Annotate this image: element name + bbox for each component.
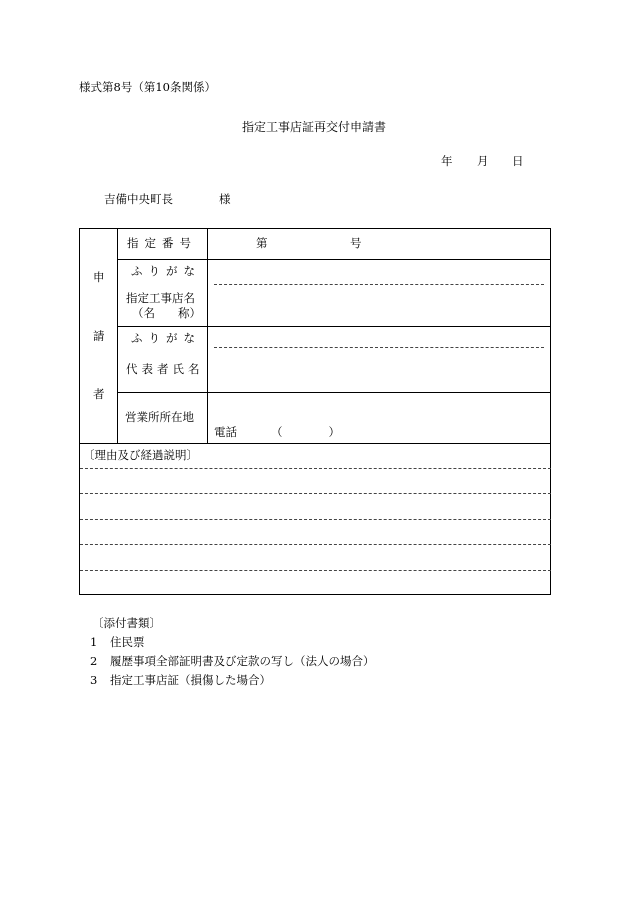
office-address-label: 営業所所在地 — [125, 410, 194, 424]
shop-name-sub-label: （名 称） — [132, 306, 201, 320]
applicant-side-label-2: 請 — [93, 329, 105, 343]
attachment-item-1-text: 住民票 — [110, 635, 145, 649]
form-number: 様式第8号（第10条関係） — [79, 80, 216, 94]
representative-furigana-dotted-line — [214, 347, 544, 348]
addressee-honorific: 様 — [219, 192, 231, 206]
representative-name-label: 代表者氏名 — [126, 362, 204, 376]
shop-name-label: 指定工事店名 — [126, 291, 195, 305]
date-day-label: 日 — [512, 154, 524, 168]
phone-label: 電話 — [214, 425, 237, 439]
reason-label: 〔理由及び経過説明〕 — [83, 448, 198, 462]
attachments-label: 〔添付書類〕 — [92, 616, 161, 630]
date-month-label: 月 — [477, 154, 489, 168]
attachment-item-2-text: 履歴事項全部証明書及び定款の写し（法人の場合） — [110, 654, 375, 668]
reason-line-1 — [80, 468, 551, 469]
shop-furigana-dotted-line — [214, 284, 544, 285]
attachment-item-3-text: 指定工事店証（損傷した場合） — [110, 673, 271, 687]
furigana-label-representative: ふりがな — [131, 331, 201, 345]
addressee-name: 吉備中央町長 — [104, 192, 173, 206]
designation-number-label: 指定番号 — [127, 236, 197, 250]
applicant-side-label-1: 申 — [93, 270, 105, 284]
reason-line-4 — [80, 544, 551, 545]
attachment-item-1-num: 1 — [90, 635, 98, 649]
designation-suffix: 号 — [350, 236, 362, 250]
reason-line-3 — [80, 519, 551, 520]
furigana-label-shop: ふりがな — [131, 264, 201, 278]
reason-line-2 — [80, 493, 551, 494]
attachment-item-3-num: 3 — [90, 673, 98, 687]
attachment-item-2-num: 2 — [90, 654, 98, 668]
phone-parens: （ ） — [271, 425, 340, 439]
reason-line-5 — [80, 570, 551, 571]
designation-prefix: 第 — [256, 236, 268, 250]
date-year-label: 年 — [441, 154, 453, 168]
page-title: 指定工事店証再交付申請書 — [242, 120, 387, 134]
application-form-table — [79, 228, 551, 595]
applicant-side-label-3: 者 — [93, 387, 105, 401]
